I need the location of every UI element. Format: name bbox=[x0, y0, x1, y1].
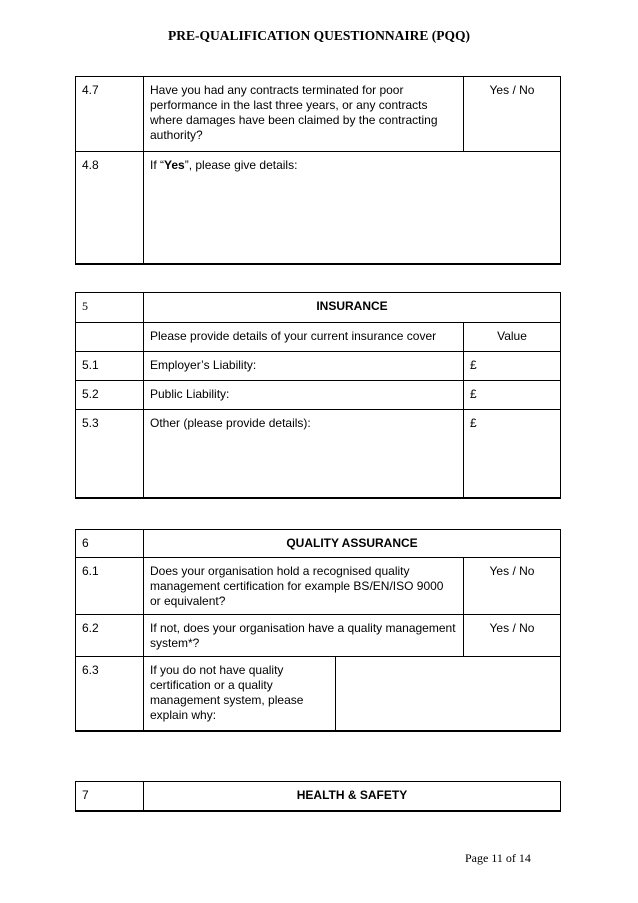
health-safety-table bbox=[75, 781, 561, 812]
section-header-row bbox=[76, 530, 561, 558]
question-number: 6.1 bbox=[76, 558, 144, 615]
row-number: 5.1 bbox=[76, 352, 144, 381]
quality-assurance-table bbox=[75, 529, 561, 732]
table-row bbox=[76, 558, 561, 615]
section-number: 5 bbox=[76, 293, 144, 323]
row-label: Other (please provide details): bbox=[144, 410, 464, 498]
question-emphasis: Yes bbox=[164, 158, 185, 172]
section-number: 7 bbox=[76, 782, 144, 811]
question-prefix: If “ bbox=[150, 158, 164, 172]
details-field[interactable] bbox=[144, 152, 561, 264]
table-row bbox=[76, 77, 561, 152]
question-text: If you do not have quality certification or a quality management system, please explain why: bbox=[144, 657, 336, 731]
question-text: If not, does your organisation have a quality management system*? bbox=[144, 615, 464, 657]
question-number: 6.3 bbox=[76, 657, 144, 731]
row-label: Employer’s Liability: bbox=[144, 352, 464, 381]
table-row bbox=[76, 615, 561, 657]
section-heading: HEALTH & SAFETY bbox=[144, 782, 561, 811]
insurance-table bbox=[75, 292, 561, 499]
value-field[interactable]: £ bbox=[464, 381, 561, 410]
table-row bbox=[76, 381, 561, 410]
table-row bbox=[76, 152, 561, 264]
page-title: PRE-QUALIFICATION QUESTIONNAIRE (PQQ) bbox=[167, 28, 471, 43]
explanation-field[interactable] bbox=[336, 657, 561, 731]
row-number: 5.3 bbox=[76, 410, 144, 498]
value-header: Value bbox=[464, 323, 561, 352]
value-field[interactable]: £ bbox=[464, 410, 561, 498]
section-heading: QUALITY ASSURANCE bbox=[144, 530, 561, 558]
section-header-row bbox=[76, 782, 561, 811]
section-4-table bbox=[75, 76, 561, 265]
page-number: Page 11 of 14 bbox=[465, 851, 531, 865]
section-number: 6 bbox=[76, 530, 144, 558]
row-number: 5.2 bbox=[76, 381, 144, 410]
insurance-subheader: Please provide details of your current insurance cover bbox=[144, 323, 464, 352]
question-text: Does your organisation hold a recognised quality management certification for example BS/EN/ISO 9000 or equivalent? bbox=[144, 558, 464, 615]
table-row bbox=[76, 352, 561, 381]
question-suffix: ”, please give details: bbox=[184, 158, 298, 172]
table-row bbox=[76, 657, 561, 731]
table-row bbox=[76, 410, 561, 498]
value-field[interactable]: £ bbox=[464, 352, 561, 381]
yes-no-answer[interactable]: Yes / No bbox=[464, 77, 561, 152]
question-number: 4.8 bbox=[76, 152, 144, 264]
question-number: 4.7 bbox=[76, 77, 144, 152]
row-label: Public Liability: bbox=[144, 381, 464, 410]
question-number: 6.2 bbox=[76, 615, 144, 657]
section-header-row bbox=[76, 293, 561, 323]
section-heading: INSURANCE bbox=[144, 293, 561, 323]
question-text: Have you had any contracts terminated for poor performance in the last three years, or any contracts where damages have been claimed by the contracting authority? bbox=[144, 77, 464, 152]
yes-no-answer[interactable]: Yes / No bbox=[464, 615, 561, 657]
column-header-row bbox=[76, 323, 561, 352]
yes-no-answer[interactable]: Yes / No bbox=[464, 558, 561, 615]
